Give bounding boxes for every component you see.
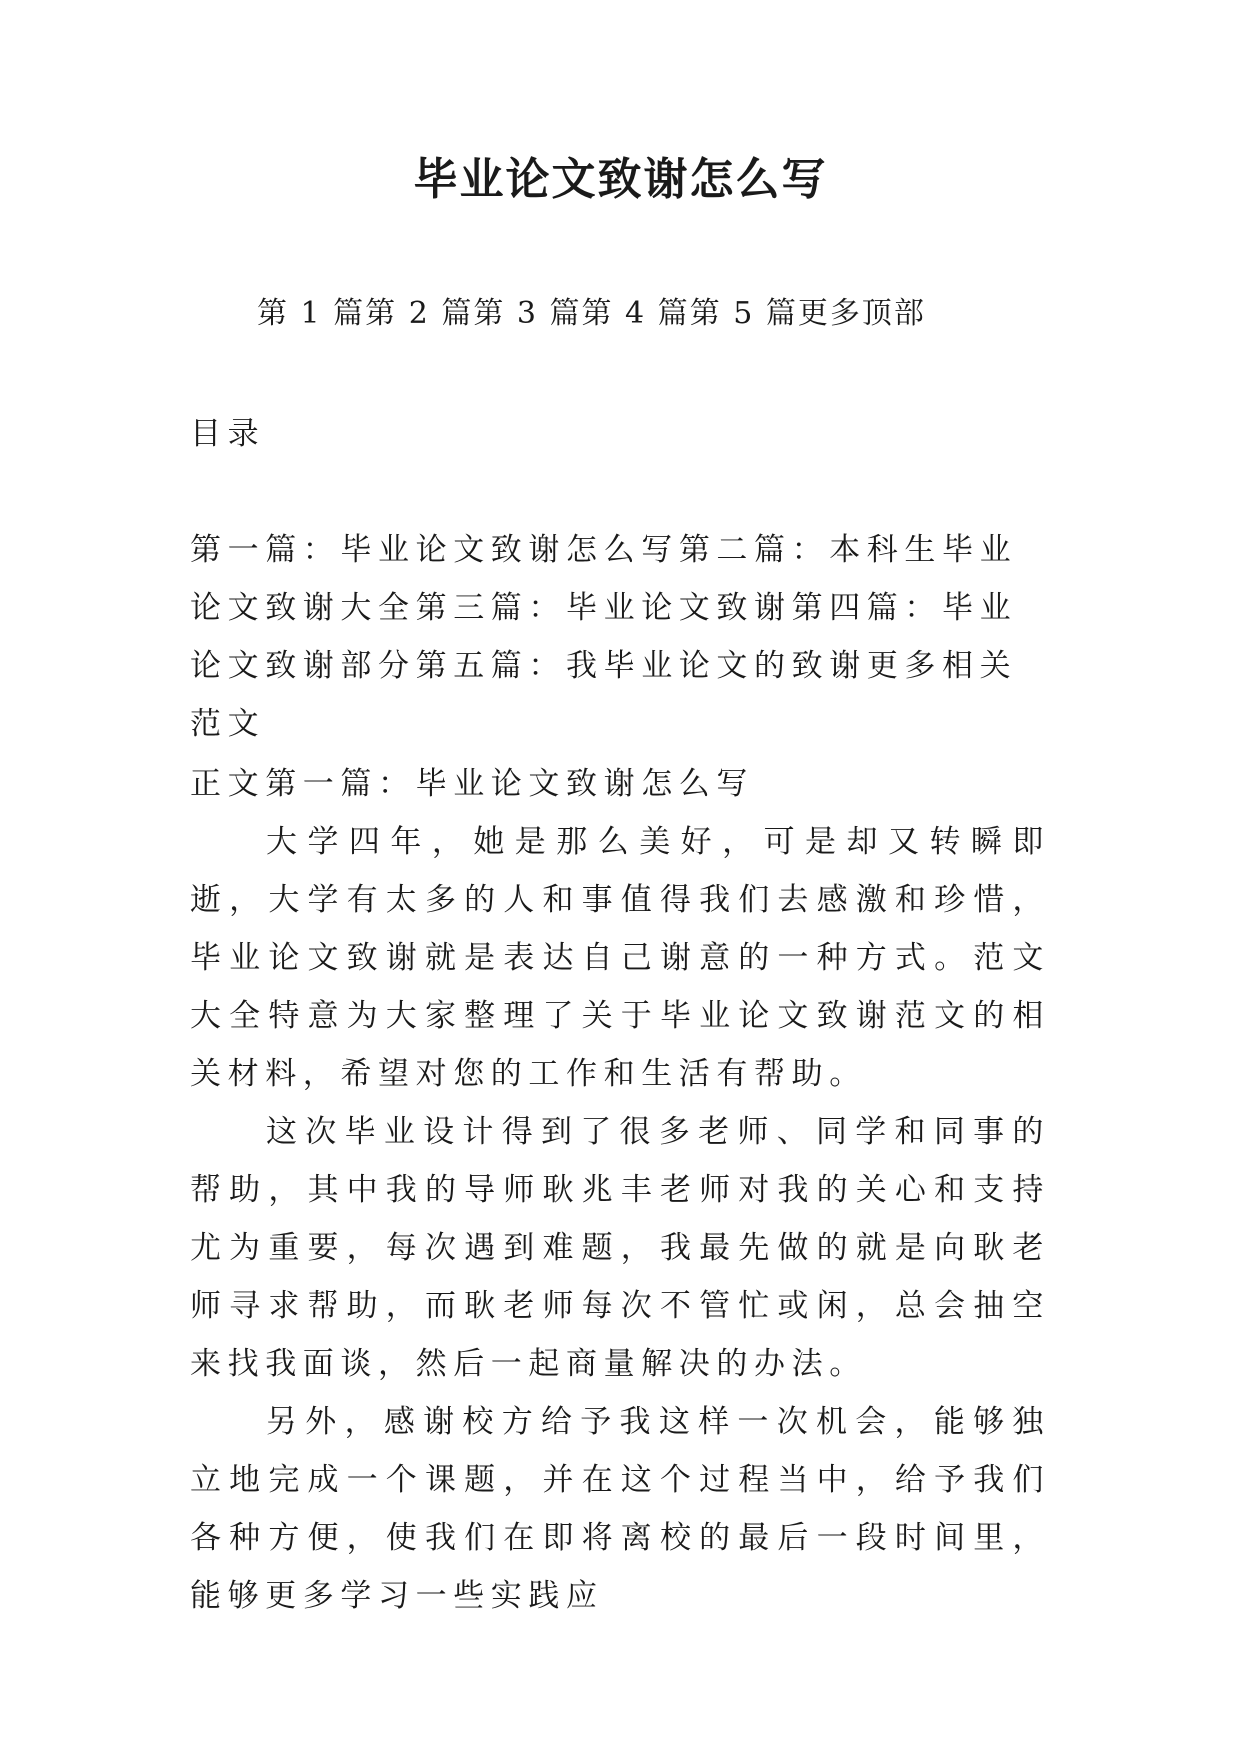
nav-link-part-3[interactable]: 第 3 篇: [473, 296, 582, 331]
toc-link-part-1[interactable]: 第一篇：毕业论文致谢怎么写: [190, 532, 679, 568]
nav-link-part-5[interactable]: 第 5 篇: [689, 296, 798, 331]
body-paragraph: 另外，感谢校方给予我这样一次机会，能够独立地完成一个课题，并在这个过程当中，给予我们各种方便，使我们在即将离校的最后一段时间里，能够更多学习一些实践应: [190, 1404, 1050, 1614]
body-paragraph: 这次毕业设计得到了很多老师、同学和同事的帮助，其中我的导师耿兆丰老师对我的关心和支持尤为重要，每次遇到难题，我最先做的就是向耿老师寻求帮助，而耿老师每次不管忙或闲，总会抽空来找我面谈，然后一起商量解决的办法。: [190, 1114, 1050, 1382]
document-title: 毕业论文致谢怎么写: [413, 154, 828, 205]
toc-link-part-4[interactable]: 第四篇：毕业论文致谢部分: [190, 590, 1018, 684]
toc-link-part-5[interactable]: 第五篇：我毕业论文的致谢: [415, 648, 867, 684]
toc-link-related[interactable]: 更多相关范文: [190, 648, 1018, 742]
body-paragraph: 大学四年，她是那么美好，可是却又转瞬即逝，大学有太多的人和事值得我们去感激和珍惜，毕业论文致谢就是表达自己谢意的一种方式。范文大全特意为大家整理了关于毕业论文致谢范文的相关材料，希望对您的工作和生活有帮助。: [190, 824, 1050, 1092]
nav-link-part-4[interactable]: 第 4 篇: [581, 296, 690, 331]
toc-list: [190, 521, 1050, 753]
toc-link-part-3[interactable]: 第三篇：毕业论文致谢: [415, 590, 792, 626]
body-text: [190, 813, 1050, 1625]
toc-link-part-2[interactable]: 第二篇：本科生毕业论文致谢大全: [190, 532, 1018, 626]
toc-heading: 目录: [190, 416, 266, 452]
section-nav: [257, 290, 926, 338]
nav-link-part-1[interactable]: 第 1 篇: [257, 296, 366, 331]
nav-link-top[interactable]: 顶部: [861, 296, 926, 331]
nav-link-more[interactable]: 更多: [797, 296, 862, 331]
nav-link-part-2[interactable]: 第 2 篇: [365, 296, 474, 331]
section-heading: 正文第一篇：毕业论文致谢怎么写: [190, 766, 754, 802]
